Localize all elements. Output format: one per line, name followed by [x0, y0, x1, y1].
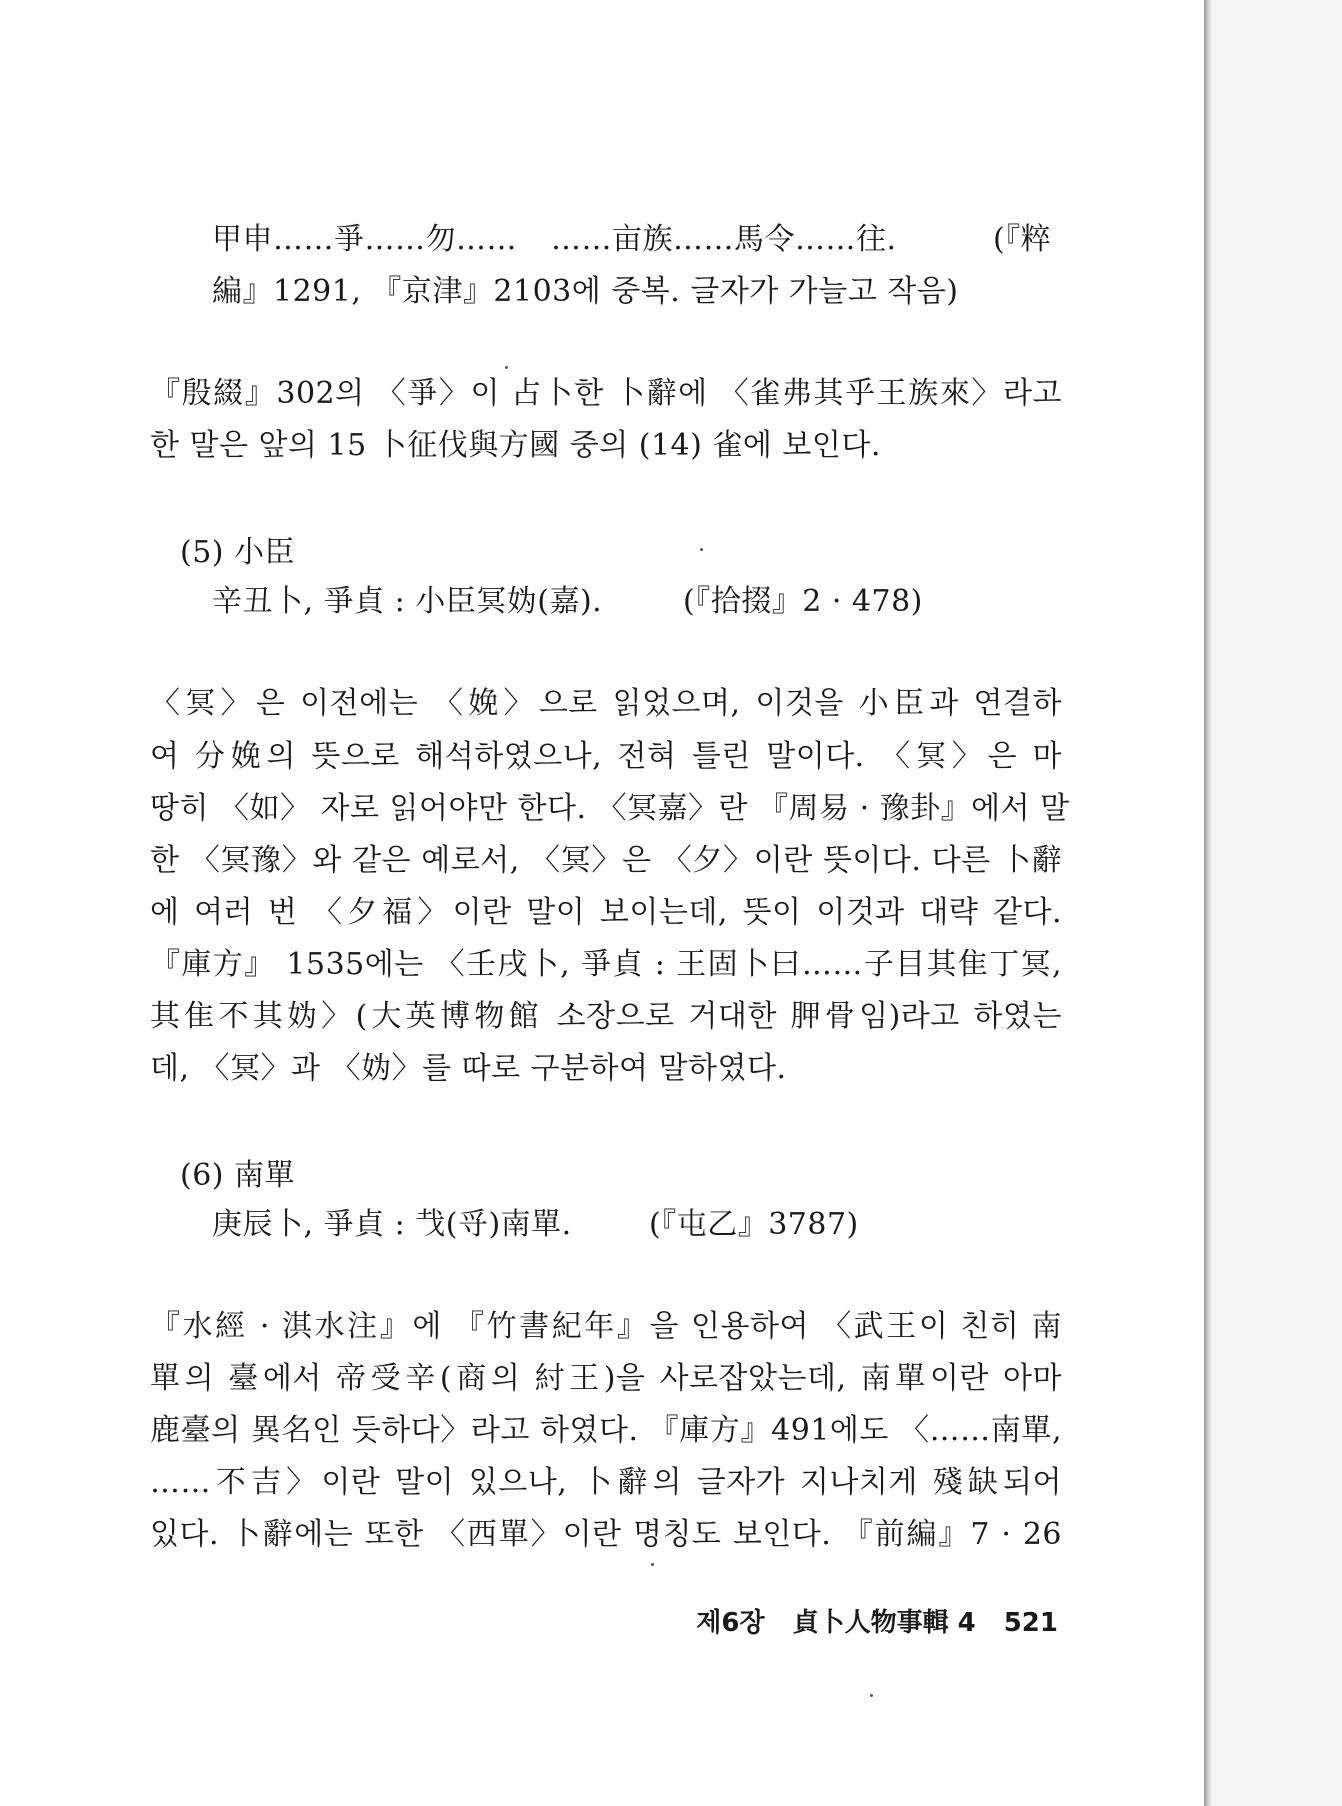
quote-line: 辛丑卜, 爭貞 : 小臣冥妫(嘉).: [212, 584, 603, 619]
body-line: 其隹不其妫〉(大英博物館 소장으로 거대한 胛骨임)라고 하였는: [150, 999, 1062, 1034]
body-line: 『殷綴』302의 〈爭〉이 占卜한 卜辭에 〈雀弗其乎王族來〉라고: [150, 376, 1062, 411]
quote-line: 庚辰卜, 爭貞 : 𢦏(寽)南單.: [212, 1207, 572, 1242]
body-line: 〈冥〉은 이전에는 〈娩〉으로 읽었으며, 이것을 小臣과 연결하: [150, 686, 1062, 721]
footer-title: 貞卜人物事輯 4: [792, 1608, 976, 1638]
viewer-background: [1212, 0, 1342, 1806]
quote-line: [212, 221, 897, 259]
quote-source: (『粹: [993, 222, 1052, 257]
body-line: 땅히 〈如〉 자로 읽어야만 한다. 〈冥嘉〉란 『周易 · 豫卦』에서 말: [150, 791, 1070, 826]
body-line: 『庫方』 1535에는 〈壬戌卜, 爭貞 : 王固卜曰……子目其隹丁冥,: [150, 947, 1062, 982]
quote-text: 甲申……爭……勿……: [212, 222, 517, 257]
quote-text: ……亩族……馬令……往.: [551, 222, 897, 257]
section-heading: (6) 南單: [180, 1158, 296, 1193]
body-line: 한 〈冥豫〉와 같은 예로서, 〈冥〉은 〈夕〉이란 뜻이다. 다른 卜辭: [150, 843, 1062, 878]
body-line: 鹿臺의 異名인 듯하다〉라고 하였다. 『庫方』491에도 〈……南單,: [150, 1413, 1062, 1448]
page-number: 521: [1003, 1608, 1058, 1638]
scan-speck: [651, 1563, 654, 1566]
section-heading: (5) 小臣: [180, 535, 296, 570]
body-line: 에 여러 번 〈夕福〉이란 말이 보이는데, 뜻이 이것과 대략 같다.: [150, 895, 1062, 930]
footer-chapter: 제6장: [696, 1608, 765, 1638]
body-line: 『水經 · 淇水注』에 『竹書紀年』을 인용하여 〈武王이 친히 南: [150, 1309, 1062, 1344]
quote-source: (『拾掇』2 · 478): [683, 584, 923, 619]
scan-speck: [505, 366, 508, 369]
quote-line: 編』1291, 『京津』2103에 중복. 글자가 가늘고 작음): [212, 274, 959, 309]
body-line: ……不吉〉이란 말이 있으나, 卜辭의 글자가 지나치게 殘缺되어: [150, 1465, 1062, 1500]
body-line: 單의 臺에서 帝受辛(商의 紂王)을 사로잡았는데, 南單이란 아마: [150, 1361, 1062, 1396]
body-line: 있다. 卜辭에는 또한 〈西單〉이란 명칭도 보인다. 『前編』7 · 26: [150, 1517, 1062, 1552]
quote-source: (『屯乙』3787): [649, 1207, 859, 1242]
scan-speck: [870, 1694, 873, 1697]
body-line: 한 말은 앞의 15 卜征伐與方國 중의 (14) 雀에 보인다.: [150, 428, 881, 463]
page-edge: [1204, 0, 1212, 1806]
body-line: 데, 〈冥〉과 〈妫〉를 따로 구분하여 말하였다.: [150, 1051, 787, 1086]
scan-speck: [700, 548, 703, 551]
page-footer: [696, 1606, 1058, 1640]
body-line: 여 分娩의 뜻으로 해석하였으나, 전혀 틀린 말이다. 〈冥〉은 마: [150, 739, 1062, 774]
